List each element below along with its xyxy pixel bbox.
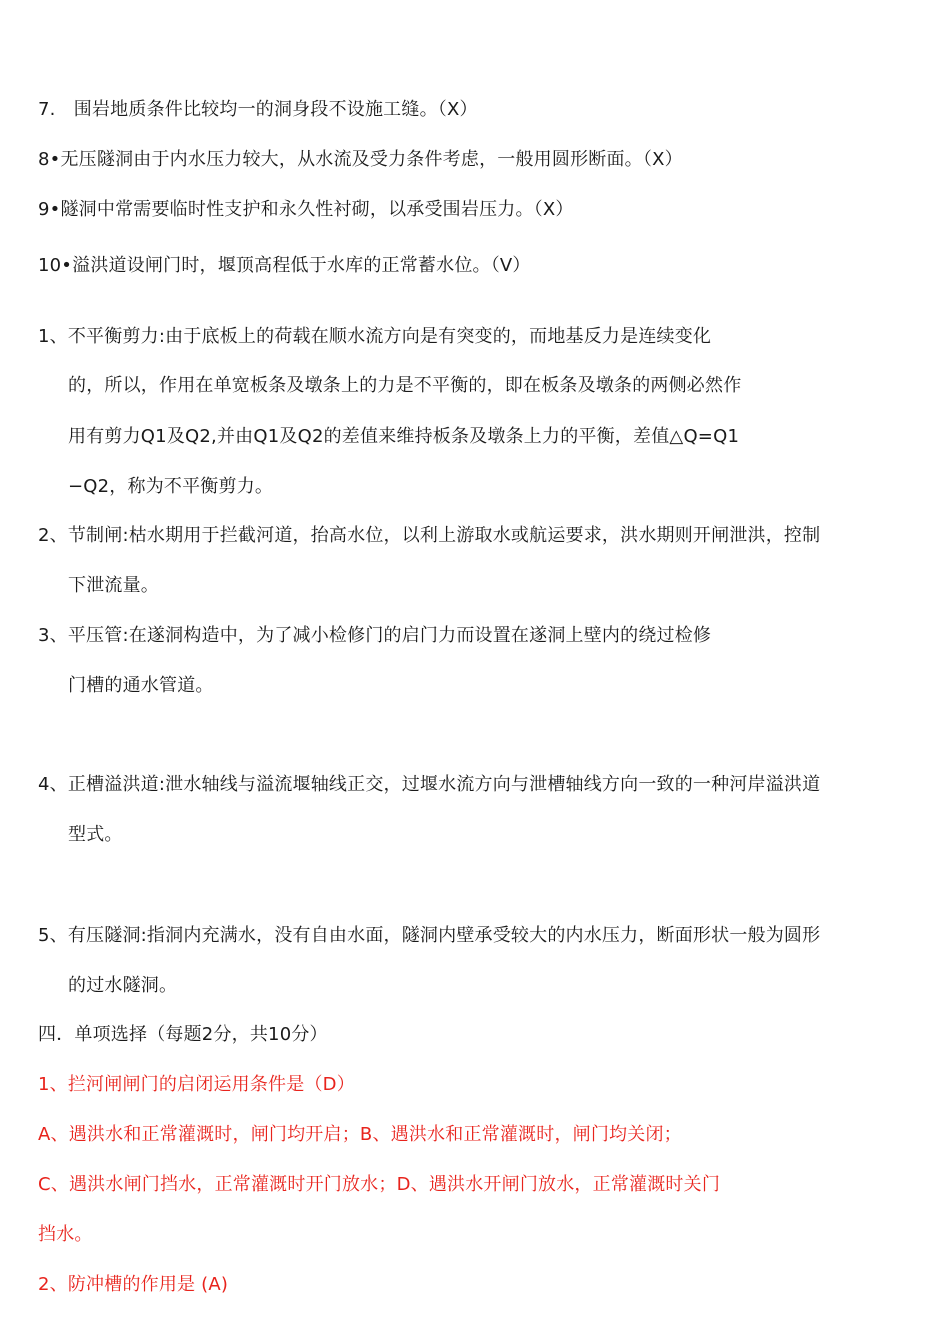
question-1-options-ab: A、遇洪水和正常灌溉时，闸门均开启；B、遇洪水和正常灌溉时，闸门均关闭； — [38, 1124, 682, 1145]
judgement-item-7: 7. 围岩地质条件比较均一的洞身段不设施工缝。（X） — [38, 99, 478, 120]
term-1-line-2: 的，所以，作用在单宽板条及墩条上的力是不平衡的，即在板条及墩条的两侧必然作 — [68, 375, 742, 396]
term-2-line-2: 下泄流量。 — [68, 575, 159, 596]
question-2-stem: 2、防冲槽的作用是 (A) — [38, 1274, 229, 1295]
question-1-options-cd-cont: 挡水。 — [38, 1224, 93, 1245]
judgement-item-8: 8•无压隧洞由于内水压力较大，从水流及受力条件考虑，一般用圆形断面。（X） — [38, 149, 683, 170]
judgement-item-9: 9•隧洞中常需要临时性支护和永久性衬砌，以承受围岩压力。（X） — [38, 199, 574, 220]
term-1-line-3: 用有剪力Q1及Q2,并由Q1及Q2的差值来维持板条及墩条上力的平衡，差值△Q=Q1 — [68, 426, 740, 447]
judgement-item-10: 10•溢洪道设闸门时，堰顶高程低于水库的正常蓄水位。（V） — [38, 255, 531, 276]
term-5-line-2: 的过水隧洞。 — [68, 975, 178, 996]
term-3-line-1: 3、平压管:在遂洞构造中，为了减小检修门的启门力而设置在遂洞上壁内的绕过检修 — [38, 625, 712, 646]
term-4-line-1: 4、正槽溢洪道:泄水轴线与溢流堰轴线正交，过堰水流方向与泄槽轴线方向一致的一种河岸溢洪道 — [38, 774, 821, 795]
term-1-line-1: 1、不平衡剪力:由于底板上的荷载在顺水流方向是有突变的，而地基反力是连续变化 — [38, 326, 712, 347]
term-4-line-2: 型式。 — [68, 824, 123, 845]
term-1-line-4: −Q2，称为不平衡剪力。 — [68, 476, 274, 497]
term-3-line-2: 门槽的通水管道。 — [68, 675, 214, 696]
question-1-stem: 1、拦河闸闸门的启闭运用条件是（D） — [38, 1074, 355, 1095]
question-1-options-cd: C、遇洪水闸门挡水，正常灌溉时开门放水；D、遇洪水开闸门放水，正常灌溉时关门 — [38, 1174, 721, 1195]
term-5-line-1: 5、有压隧洞:指洞内充满水，没有自由水面，隧洞内壁承受较大的内水压力，断面形状一般为圆形 — [38, 925, 821, 946]
section-heading: 四．单项选择（每题2分，共10分） — [38, 1024, 328, 1045]
term-2-line-1: 2、节制闸:枯水期用于拦截河道，抬高水位，以利上游取水或航运要求，洪水期则开闸泄洪，控制 — [38, 525, 821, 546]
